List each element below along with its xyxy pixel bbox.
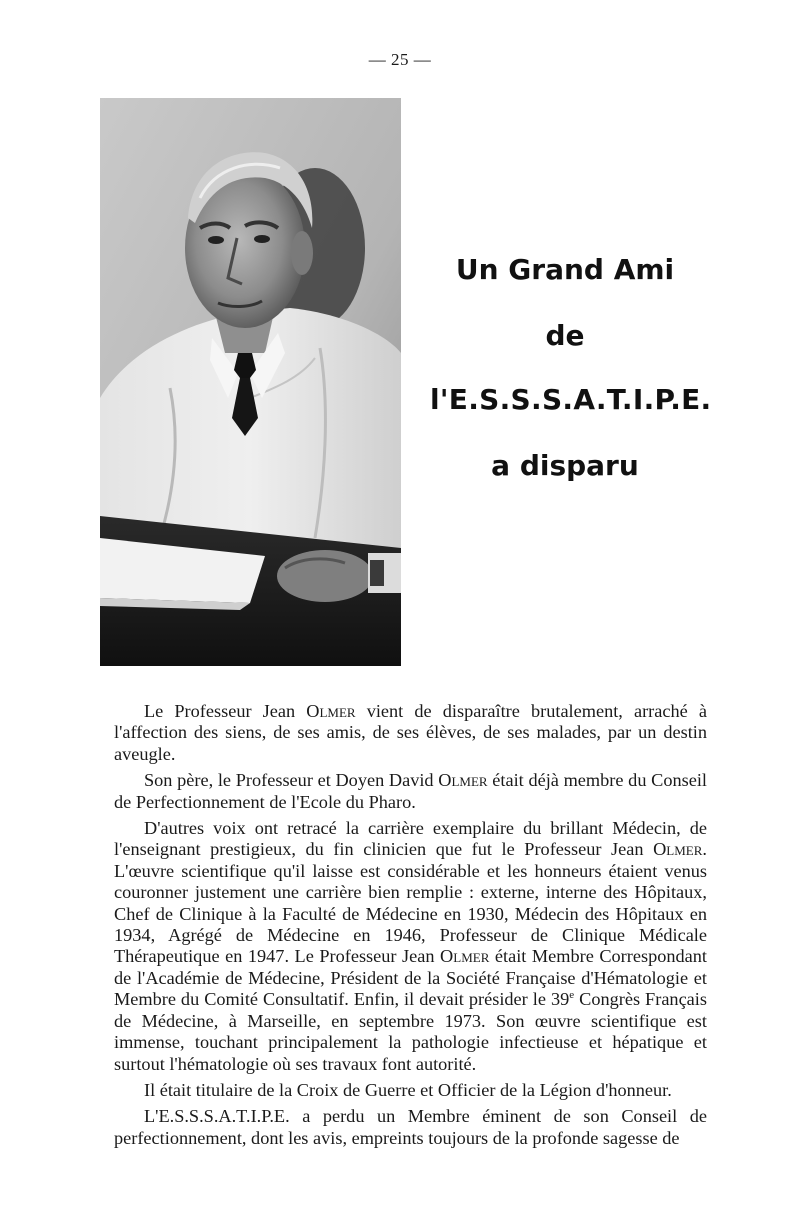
portrait-photo [100,98,401,666]
article-title [430,253,712,517]
paragraph-2 [114,770,707,813]
title-line-4: a disparu [491,449,639,482]
p3-text-c: était Membre Correspondant de l'Académie de Médecine, Président de la Société Française d'Hématologie et Membre du Comité Consultatif. Enfin, il devait présider le 39 [114,946,707,1010]
p3-text-b: . L'œuvre scientifique qu'il laisse est considérable et les honneurs étaient venus couronner justement une carrière bien remplie : externe, interne des Hôpitaux, Chef de Clinique à la Faculté de Médecine en 1930, Médecin des Hôpitaux en 1934, Agrégé de Médecine en 1946, Professeur de Clinique Médicale Thérapeutique en 1947. Le Professeur Jean [114,839,707,967]
p2-text-b: était déjà membre du Conseil de Perfectionnement de l'Ecole du Pharo. [114,770,708,812]
title-line-1: Un Grand Ami [455,253,675,286]
paragraph-3 [114,818,707,1075]
page-number: — 25 — [368,50,432,69]
p3-superscript: e [569,989,575,1002]
paragraph-4: Il était titulaire de la Croix de Guerre et Officier de la Légion d'honneur. [144,1079,672,1100]
title-line-2: de [545,319,585,352]
p3-text-a: D'autres voix ont retracé la carrière exemplaire du brillant Médecin, de l'enseignant prestigieux, du fin clinicien que fut le Professeur Jean [114,818,707,860]
p2-text-a: Son père, le Professeur et Doyen David [144,770,439,791]
title-line-3: l'E.S.S.S.A.T.I.P.E. [430,383,712,416]
p1-text-a: Le Professeur Jean [144,701,307,721]
p1-text-b: vient de disparaître brutalement, arraché à l'affection des siens, de ses amis, de ses élèves, de ses malades, par un destin aveugle. [114,701,707,764]
p3-surname-1: Olmer [653,839,703,860]
p3-text-d: Congrès Français de Médecine, à Marseille, en septembre 1973. Son œuvre scientifique est immense, touchant principalement la pathologie infectieuse et hépatique et surtout l'hématologie où ses travaux font autorité. [114,989,707,1074]
article-body [114,701,707,1154]
paragraph-1 [114,701,707,765]
paragraph-5: L'E.S.S.S.A.T.I.P.E. a perdu un Membre éminent de son Conseil de perfectionnement, dont les avis, empreints toujours de la profonde sagesse de [114,1106,707,1148]
p2-surname: Olmer [438,770,488,791]
p1-surname: Olmer [306,701,356,721]
p3-surname-2: Olmer [440,946,490,967]
